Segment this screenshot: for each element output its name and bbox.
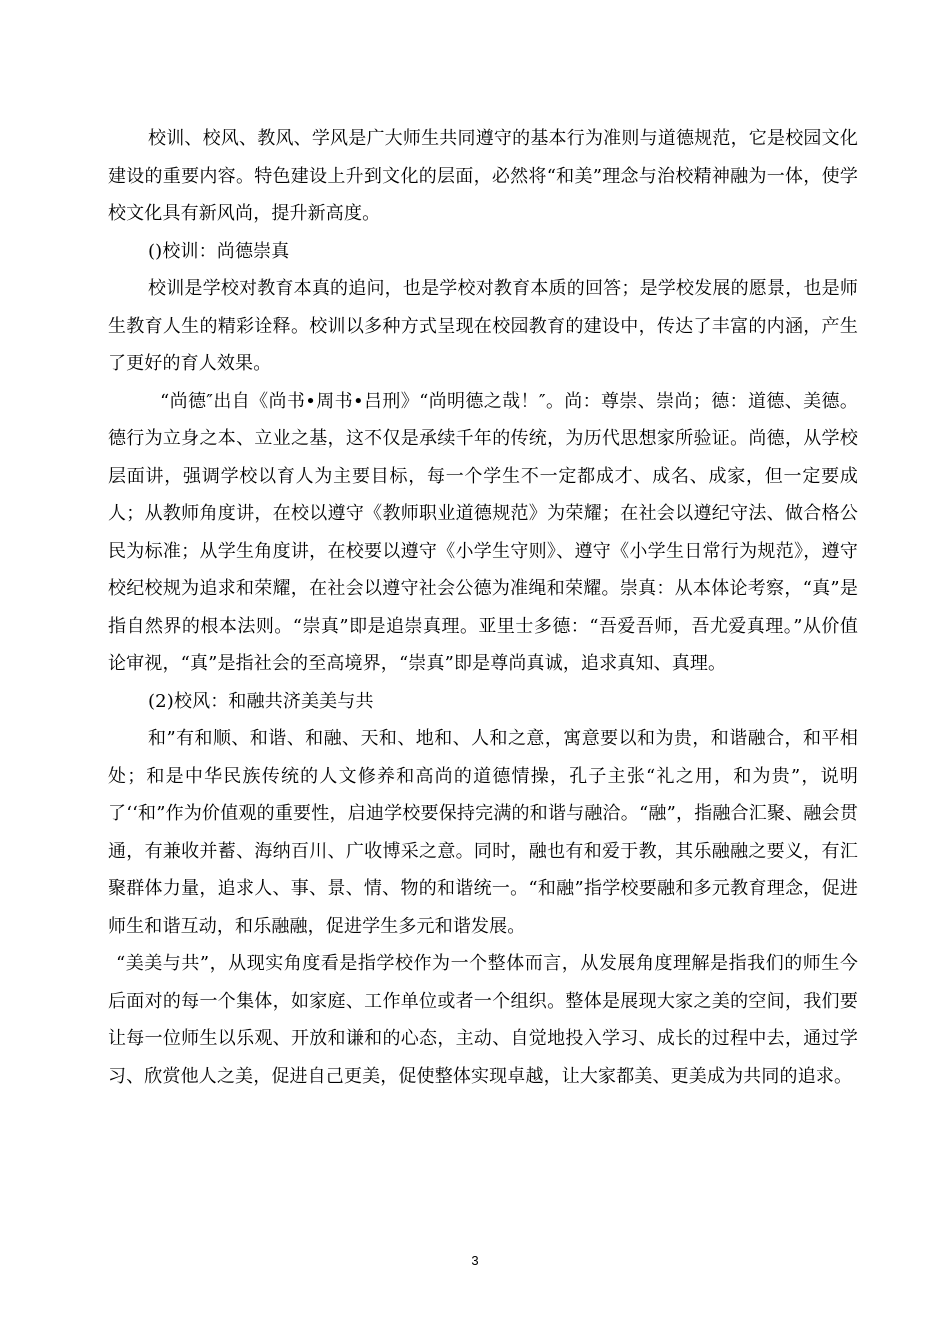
section-heading-school-ethos: (2)校风：和融共济美美与共	[148, 690, 374, 712]
shangde-chongzhen-paragraph: “尚德″出自《尚书•周书•吕刑》“尚明德之哉！″。尚：尊崇、崇尚；德：道德、美德。德行为立身之本、立业之基，这不仅是承续千年的传统，为历代思想家所验证。尚德，从学校层面讲，强调学校以育人为主要目标，每一个学生不一定都成才、成名、成家，但一定要成人；从教师角度讲，在校以遵守《教师职业道德规范》为荣耀；在社会以遵纪守法、做合格公民为标准；从学生角度讲，在校要以遵守《小学生守则》、遵守《小学生日常行为规范》，遵守校纪校规为追求和荣耀，在社会以遵守社会公德为准绳和荣耀。崇真：从本体论考察，“真”是指自然界的根本法则。“崇真”即是追崇真理。亚里士多德：“吾爱吾师，吾尤爱真理。”从价值论审视，“真”是指社会的至高境界，“崇真”即是尊尚真诚，追求真知、真理。	[108, 390, 858, 674]
section-heading-school-motto: ()校训：尚德崇真	[148, 240, 290, 262]
herong-paragraph: 和”有和顺、和谐、和融、天和、地和、人和之意，寓意要以和为贵，和谐融合，和平相处；和是中华民族传统的人文修养和高尚的道德情操，孔子主张“礼之用，和为贵”，说明了‘‘和”作为价值观的重要性，启迪学校要保持完满的和谐与融洽。“融”，指融合汇聚、融会贯通，有兼收并蓄、海纳百川、广收博采之意。同时，融也有和爱于教，其乐融融之要义，有汇聚群体力量，追求人、事、景、情、物的和谐统一。“和融”指学校要融和多元教育理念，促进师生和谐互动，和乐融融，促进学生多元和谐发展。	[108, 728, 858, 937]
page-number: 3	[471, 1253, 479, 1268]
motto-description-paragraph: 校训是学校对教育本真的追问，也是学校对教育本质的回答；是学校发展的愿景，也是师生教育人生的精彩诠释。校训以多种方式呈现在校园教育的建设中，传达了丰富的内涵，产生了更好的育人效果。	[108, 278, 858, 374]
document-body	[108, 120, 858, 1095]
meimei-yugong-paragraph: “美美与共”，从现实角度看是指学校作为一个整体而言，从发展角度理解是指我们的师生今后面对的每一个集体，如家庭、工作单位或者一个组织。整体是展现大家之美的空间，我们要让每一位师生以乐观、开放和谦和的心态，主动、自觉地投入学习、成长的过程中去，通过学习、欣赏他人之美，促进自己更美，促使整体实现卓越，让大家都美、更美成为共同的追求。	[108, 953, 858, 1087]
intro-paragraph: 校训、校风、教风、学风是广大师生共同遵守的基本行为准则与道德规范，它是校园文化建设的重要内容。特色建设上升到文化的层面，必然将“和美”理念与治校精神融为一体，使学校文化具有新风尚，提升新高度。	[108, 128, 858, 224]
